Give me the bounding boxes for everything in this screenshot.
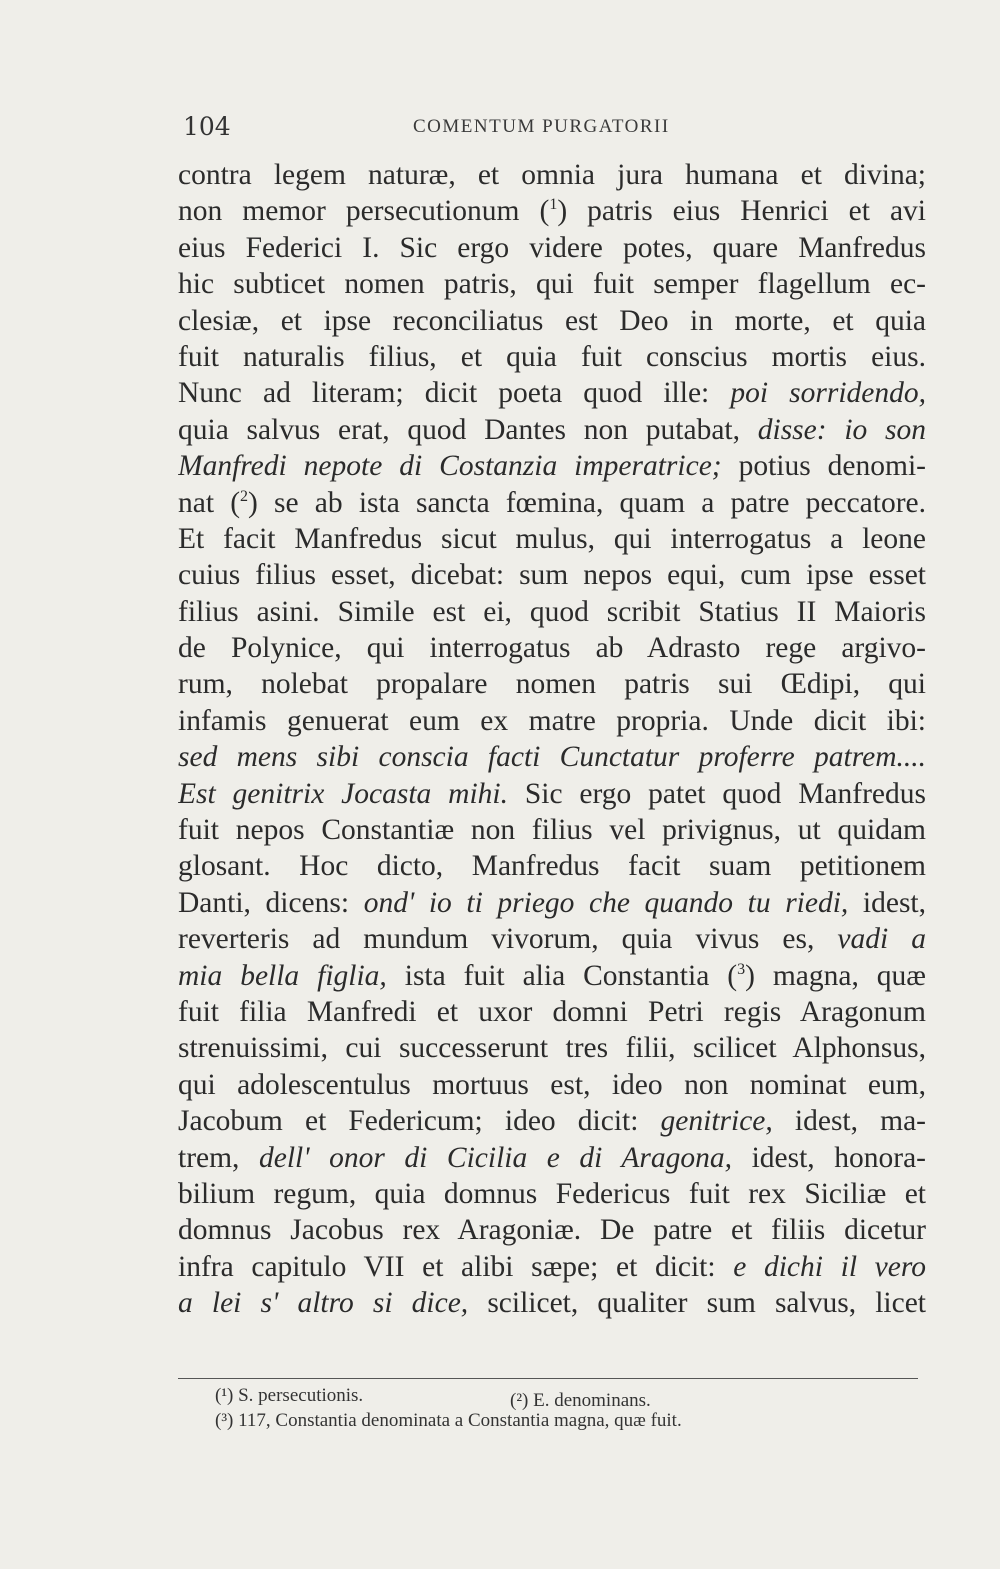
text-run: nat ( (178, 486, 241, 519)
text-line (178, 848, 926, 884)
text-line (178, 521, 926, 557)
italic-quote: dell' onor di Cicilia e di Aragona, (259, 1141, 733, 1174)
text-line (178, 994, 926, 1030)
text-run: idest, (848, 886, 926, 919)
italic-quote: a lei s' altro si dice, (178, 1287, 469, 1320)
text-run: ) patris eius Henrici et avi (557, 195, 926, 228)
text-line (178, 776, 926, 812)
text-run: clesiæ, et ipse reconciliatus est Deo in morte, et quia (178, 304, 926, 337)
page-number: 104 (183, 112, 231, 141)
text-line (178, 448, 926, 484)
text-run: Nunc ad literam; dicit poeta quod ille: (178, 377, 731, 410)
text-line (178, 1285, 926, 1321)
text-line (178, 666, 926, 702)
italic-quote: Manfredi nepote di Costanzia imperatrice; (178, 450, 722, 483)
italic-quote: Est genitrix Jocasta mihi. (178, 777, 508, 810)
text-run: rum, nolebat propalare nomen patris sui Œdipi, qui (178, 668, 926, 701)
text-run: idest, ma- (772, 1105, 926, 1138)
text-run: reverteris ad mundum vivorum, quia vivus es, (178, 923, 838, 956)
text-line (178, 230, 926, 266)
italic-quote: vadi a (837, 923, 926, 956)
text-line (178, 412, 926, 448)
text-run: quia salvus erat, quod Dantes non putabat, (178, 413, 758, 446)
text-line (178, 266, 926, 302)
footnotes (215, 1383, 915, 1433)
text-line (178, 812, 926, 848)
text-run: scilicet, qualiter sum salvus, licet (468, 1287, 926, 1320)
text-line (178, 375, 926, 411)
text-line (178, 1030, 926, 1066)
text-line (178, 157, 926, 193)
text-run: qui adolescentulus mortuus est, ideo non nominat eum, (178, 1068, 926, 1101)
text-line (178, 958, 926, 994)
footnote-marker: 3 (737, 960, 746, 978)
text-line (178, 485, 926, 521)
footnote-3: (³) 117, Constantia denominata a Constantia magna, quæ fuit. (215, 1410, 682, 1431)
text-run: eius Federici I. Sic ergo videre potes, quare Manfredus (178, 231, 926, 264)
main-text (178, 157, 926, 1322)
italic-quote: sed mens sibi conscia facti Cunctatur proferre patrem.... (178, 741, 926, 774)
text-run: ) magna, quæ (745, 959, 926, 992)
text-run: filius asini. Simile est ei, quod scribit Statius II Maioris (178, 595, 926, 628)
italic-quote: e dichi il vero (733, 1250, 926, 1283)
text-run: glosant. Hoc dicto, Manfredus facit suam petitionem (178, 850, 926, 883)
text-run: Sic ergo patet quod Manfredus (507, 777, 926, 810)
text-run: infra capitulo VII et alibi sæpe; et dicit: (178, 1250, 734, 1283)
text-line (178, 885, 926, 921)
text-run: Et facit Manfredus sicut mulus, qui interrogatus a leone (178, 522, 926, 555)
text-line (178, 921, 926, 957)
text-line (178, 303, 926, 339)
text-line (178, 594, 926, 630)
text-line (178, 1140, 926, 1176)
text-run: ) se ab ista sancta fœmina, quam a patre peccatore. (248, 486, 926, 519)
italic-quote: mia bella figlia, (178, 959, 387, 992)
italic-quote: disse: io son (757, 413, 926, 446)
text-run: strenuissimi, cui successerunt tres filii, scilicet Alphonsus, (178, 1032, 926, 1065)
text-line (178, 739, 926, 775)
text-run: hic subticet nomen patris, qui fuit semper flagellum ec- (178, 268, 926, 301)
text-run: fuit nepos Constantiæ non filius vel privignus, ut quidam (178, 814, 926, 847)
text-run: de Polynice, qui interrogatus ab Adrasto rege argivo- (178, 632, 926, 665)
text-line (178, 630, 926, 666)
text-run: domnus Jacobus rex Aragoniæ. De patre et filiis dicetur (178, 1214, 926, 1247)
text-line (178, 1249, 926, 1285)
text-line (178, 339, 926, 375)
running-title: COMENTUM PURGATORII (413, 116, 670, 137)
text-line (178, 1103, 926, 1139)
text-run: potius denomi- (721, 450, 926, 483)
footnote-1: (¹) S. persecutionis. (215, 1385, 364, 1406)
text-line (178, 1212, 926, 1248)
text-run: infamis genuerat eum ex matre propria. Unde dicit ibi: (178, 704, 926, 737)
italic-quote: poi sorridendo, (730, 377, 926, 410)
text-line (178, 1176, 926, 1212)
text-run: fuit filia Manfredi et uxor domni Petri regis Aragonum (178, 995, 926, 1028)
text-run: non memor persecutionum ( (178, 195, 550, 228)
text-run: bilium regum, quia domnus Federicus fuit rex Siciliæ et (178, 1177, 926, 1210)
text-run: Jacobum et Federicum; ideo dicit: (178, 1105, 661, 1138)
text-run: cuius filius esset, dicebat: sum nepos equi, cum ipse esset (178, 559, 926, 592)
footnote-marker: 1 (549, 196, 558, 214)
text-run: Danti, dicens: (178, 886, 364, 919)
page-header (183, 112, 923, 142)
text-line (178, 703, 926, 739)
footnote-2: (²) E. denominans. (510, 1390, 651, 1411)
text-run: ista fuit alia Constantia ( (386, 959, 738, 992)
text-line (178, 1067, 926, 1103)
italic-quote: genitrice, (660, 1105, 773, 1138)
footnote-marker: 2 (240, 487, 249, 505)
text-line (178, 557, 926, 593)
italic-quote: ond' io ti priego che quando tu riedi, (363, 886, 849, 919)
text-run: idest, honora- (732, 1141, 926, 1174)
footnote-rule (178, 1378, 918, 1379)
text-run: fuit naturalis filius, et quia fuit conscius mortis eius. (178, 340, 926, 373)
text-run: contra legem naturæ, et omnia jura humana et divina; (178, 159, 926, 191)
text-line (178, 193, 926, 229)
text-run: trem, (178, 1141, 259, 1174)
